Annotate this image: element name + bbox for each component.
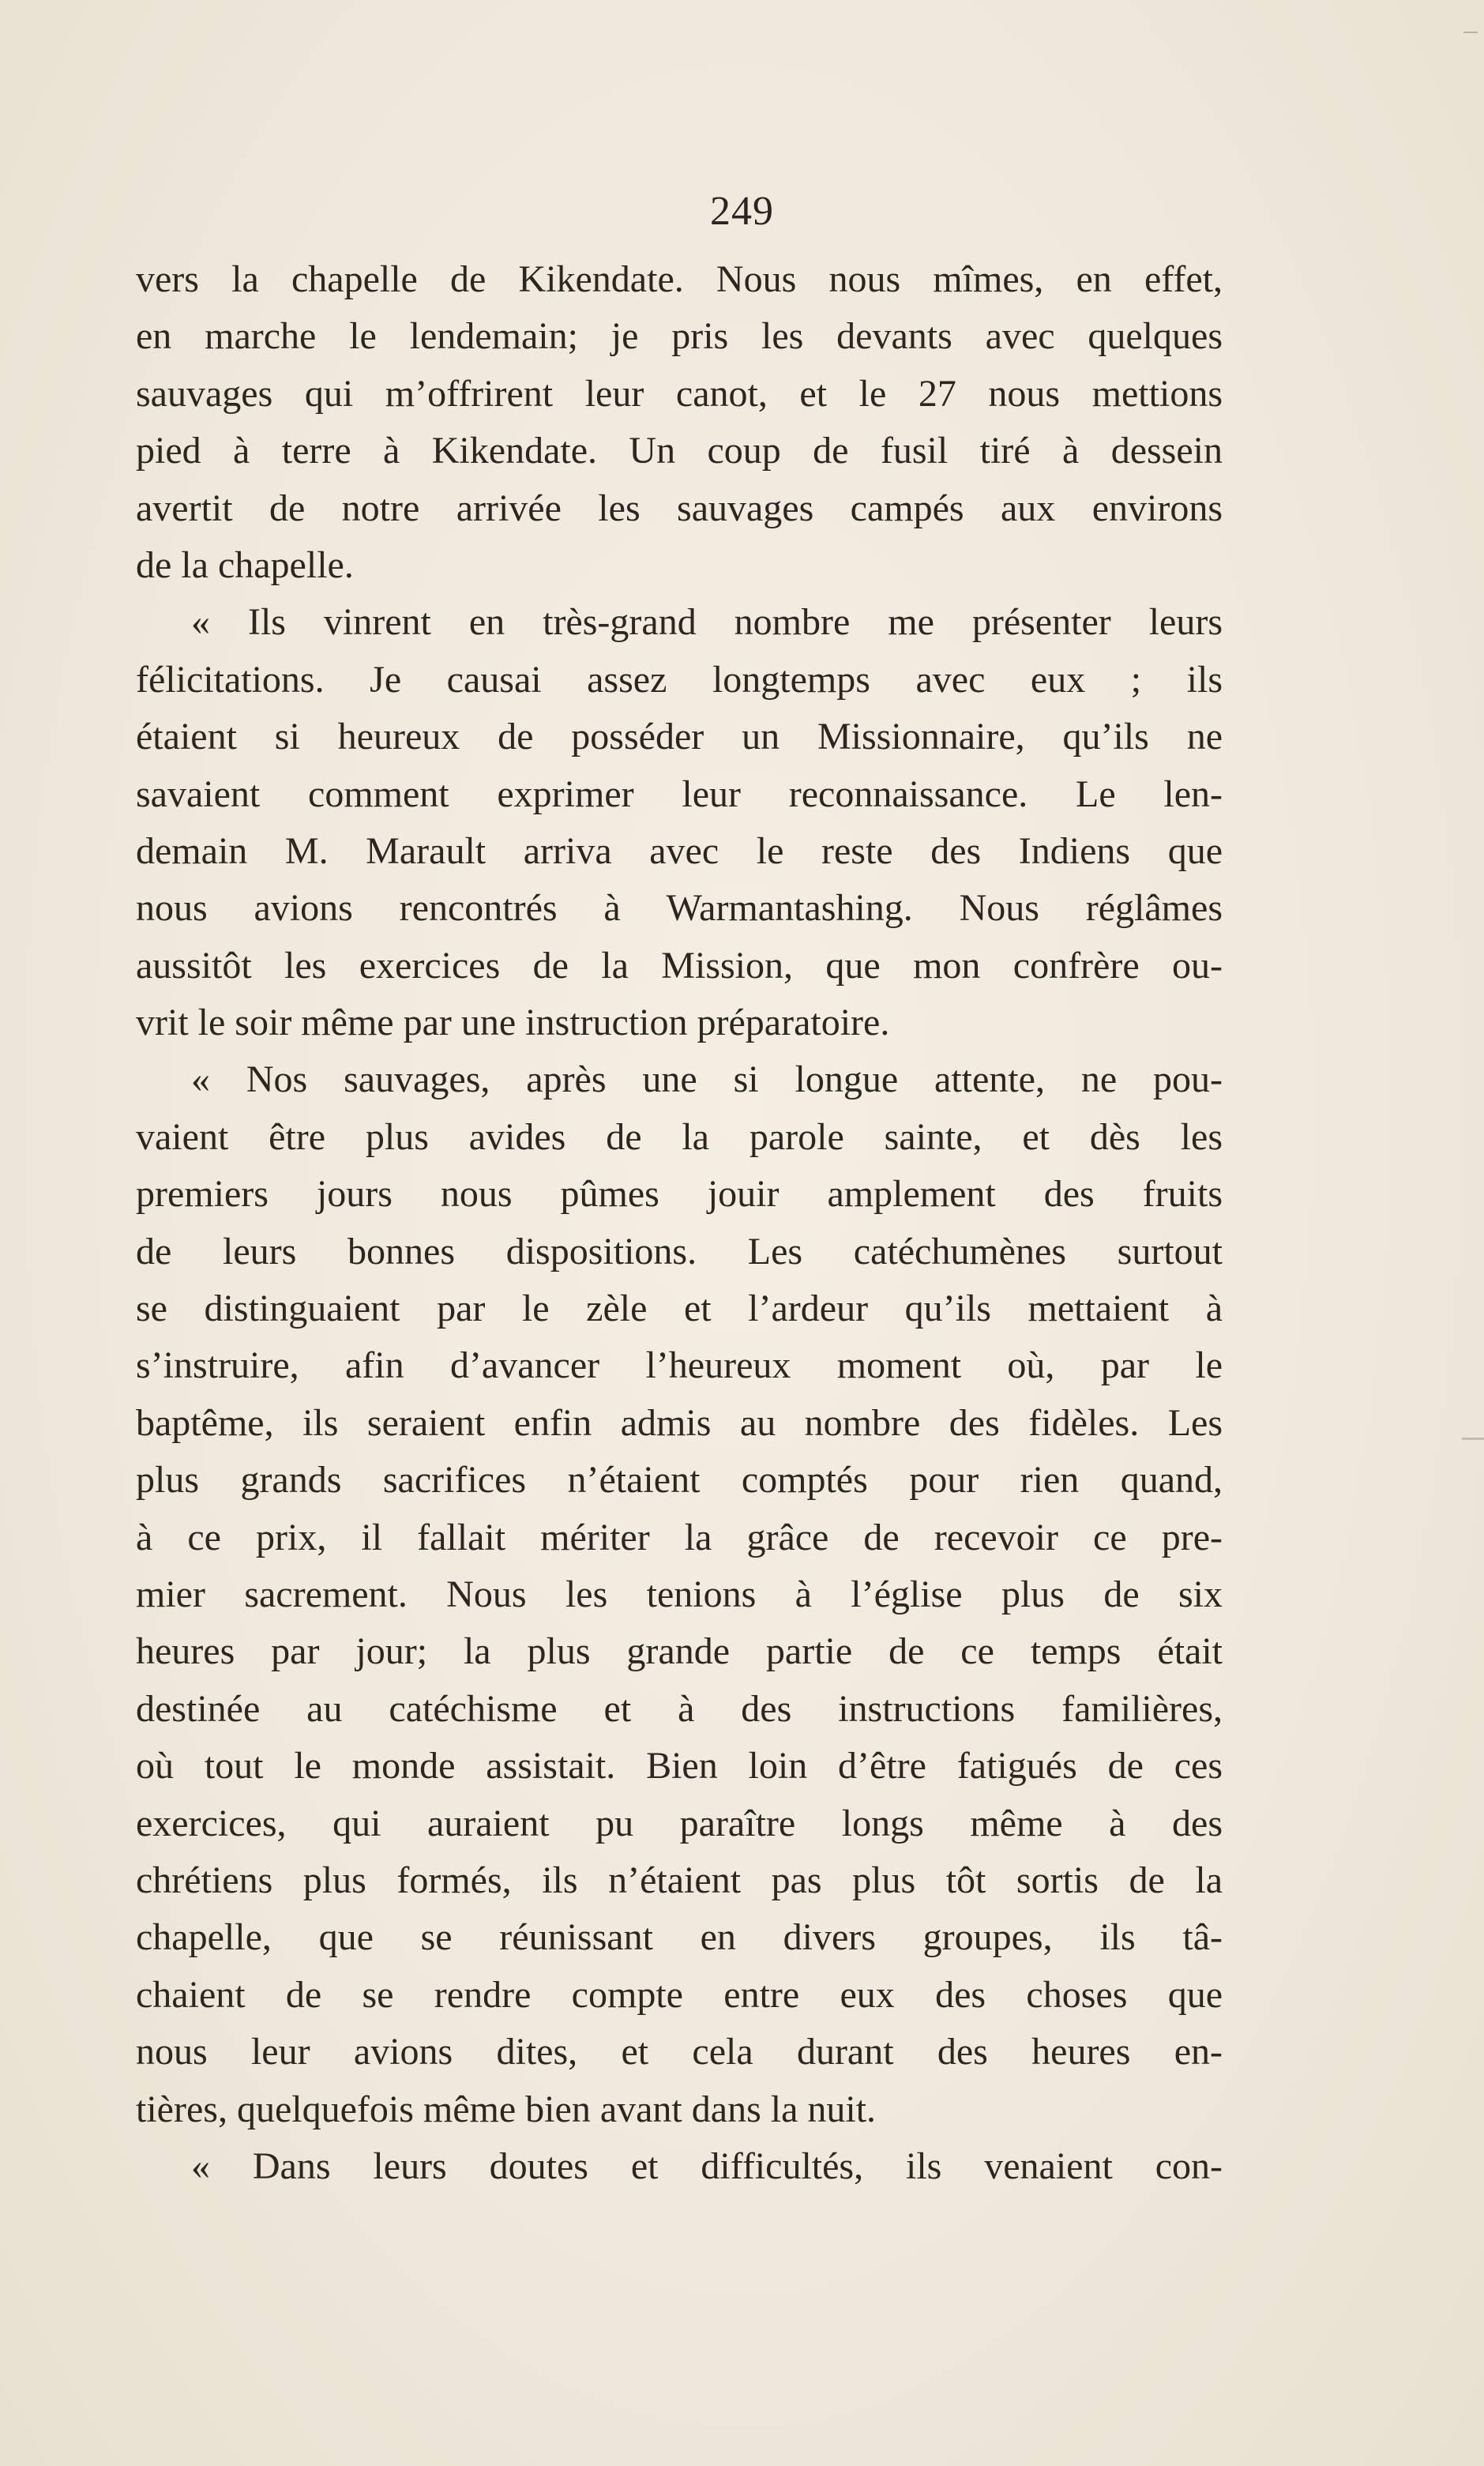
- text-line: heures par jour; la plus grande partie de ce temps était: [136, 1630, 1223, 1673]
- text-line: de la chapelle.: [136, 543, 354, 586]
- page-edge-mark: [1463, 32, 1478, 33]
- text-line: savaient comment exprimer leur reconnaissance. Le len-: [136, 773, 1223, 815]
- text-line: baptême, ils seraient enfin admis au nombre des fidèles. Les: [136, 1401, 1223, 1444]
- text-line: avertit de notre arrivée les sauvages campés aux environs: [136, 487, 1223, 529]
- text-line: nous leur avions dites, et cela durant des heures en-: [136, 2031, 1223, 2073]
- text-line: félicitations. Je causai assez longtemps avec eux ; ils: [136, 658, 1223, 701]
- text-line: sauvages qui m’offrirent leur canot, et le 27 nous mettions: [136, 372, 1223, 415]
- text-line: nous avions rencontrés à Warmantashing. Nous réglâmes: [136, 887, 1223, 930]
- body-text: [136, 251, 1223, 2195]
- text-line: aussitôt les exercices de la Mission, que mon confrère ou-: [136, 944, 1223, 987]
- text-line: mier sacrement. Nous les tenions à l’église plus de six: [136, 1573, 1223, 1615]
- text-line: vaient être plus avides de la parole sainte, et dès les: [136, 1115, 1223, 1158]
- text-line: en marche le lendemain; je pris les devants avec quelques: [136, 315, 1223, 358]
- text-line: s’instruire, afin d’avancer l’heureux moment où, par le: [136, 1344, 1223, 1387]
- text-line: chaient de se rendre compte entre eux des choses que: [136, 1973, 1223, 2016]
- text-line: chrétiens plus formés, ils n’étaient pas plus tôt sortis de la: [136, 1859, 1223, 1901]
- text-line: « Ils vinrent en très-grand nombre me présenter leurs: [191, 601, 1223, 644]
- text-line: se distinguaient par le zèle et l’ardeur qu’ils mettaient à: [136, 1288, 1223, 1330]
- text-line: plus grands sacrifices n’étaient comptés pour rien quand,: [136, 1459, 1223, 1502]
- text-line: chapelle, que se réunissant en divers groupes, ils tâ-: [136, 1916, 1223, 1959]
- text-line: « Dans leurs doutes et difficultés, ils venaient con-: [191, 2145, 1223, 2187]
- text-line: destinée au catéchisme et à des instructions familières,: [136, 1687, 1223, 1730]
- text-line: pied à terre à Kikendate. Un coup de fusil tiré à dessein: [136, 430, 1223, 472]
- text-line: demain M. Marault arriva avec le reste des Indiens que: [136, 829, 1223, 872]
- text-line: vers la chapelle de Kikendate. Nous nous mîmes, en effet,: [136, 258, 1223, 300]
- text-line: à ce prix, il fallait mériter la grâce de recevoir ce pre-: [136, 1516, 1223, 1558]
- margin-mark: [1462, 1438, 1484, 1440]
- text-line: « Nos sauvages, après une si longue attente, ne pou-: [191, 1058, 1223, 1101]
- page-number: 249: [710, 189, 774, 234]
- text-line: étaient si heureux de posséder un Missionnaire, qu’ils ne: [136, 716, 1223, 758]
- text-line: premiers jours nous pûmes jouir amplement des fruits: [136, 1173, 1223, 1216]
- text-line: vrit le soir même par une instruction préparatoire.: [136, 1002, 890, 1044]
- text-line: exercices, qui auraient pu paraître longs même à des: [136, 1802, 1223, 1844]
- text-line: où tout le monde assistait. Bien loin d’être fatigués de ces: [136, 1745, 1223, 1787]
- text-line: tières, quelquefois même bien avant dans la nuit.: [136, 2088, 877, 2130]
- text-line: de leurs bonnes dispositions. Les catéchumènes surtout: [136, 1230, 1223, 1272]
